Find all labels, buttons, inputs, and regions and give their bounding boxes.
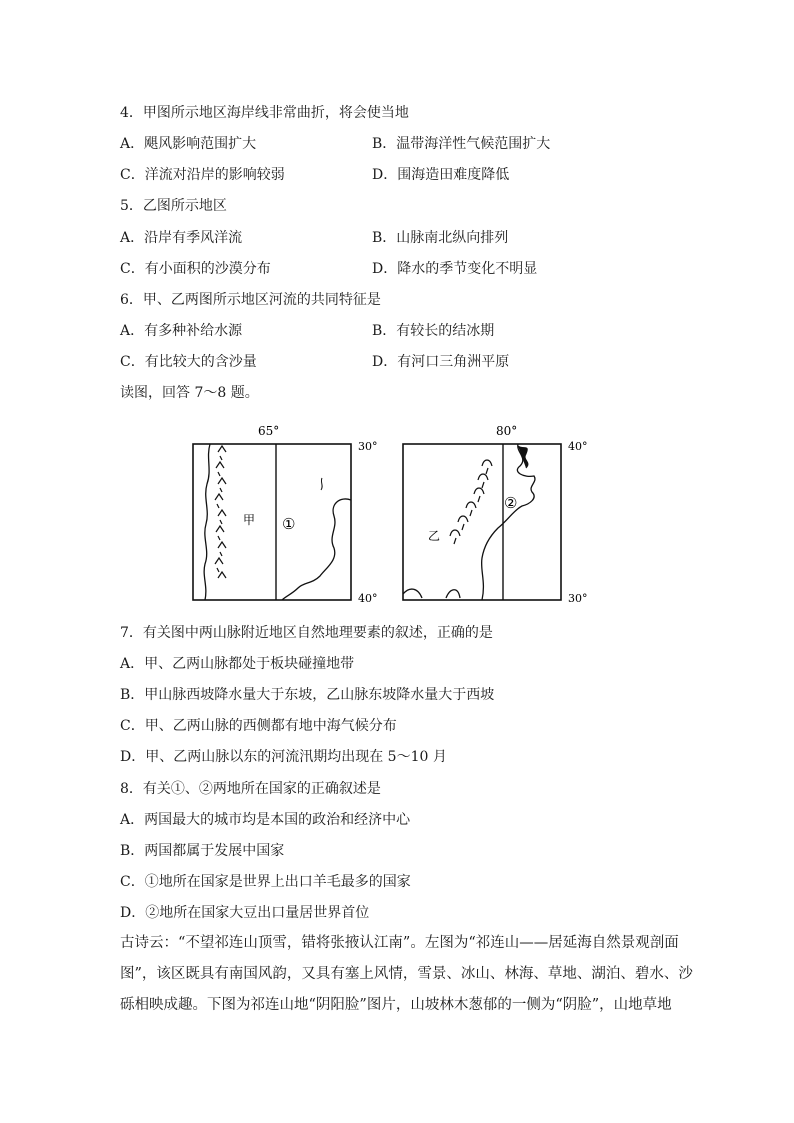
map-left-mountain-chain <box>215 446 226 578</box>
q7-option-c: C．甲、乙两山脉的西侧都有地中海气候分布 <box>120 718 397 734</box>
q6-stem: 6．甲、乙两图所示地区河流的共同特征是 <box>120 292 381 308</box>
map-left-river <box>321 478 322 490</box>
q6-option-c: C．有比较大的含沙量 <box>120 354 257 370</box>
q6-option-d: D．有河口三角洲平原 <box>372 354 510 370</box>
map-right-frame <box>403 444 561 600</box>
q8-option-a: A．两国最大的城市均是本国的政治和经济中心 <box>120 812 411 828</box>
map-right <box>398 418 608 608</box>
q4-option-d: D．围海造田难度降低 <box>372 167 510 183</box>
map-left-mountain-label: 甲 <box>243 513 256 527</box>
q7-option-b: B．甲山脉西坡降水量大于东坡，乙山脉东坡降水量大于西坡 <box>120 687 495 703</box>
map-right-lon-label: 80° <box>496 424 518 438</box>
map-left-lat-top: 30° <box>358 440 378 453</box>
q8-stem: 8．有关①、②两地所在国家的正确叙述是 <box>120 781 381 797</box>
map-left-lat-bottom: 40° <box>358 592 378 605</box>
passage-line-2: 图”，该区既具有南国风韵，又具有塞上风情，雪景、冰山、林海、草地、湖泊、碧水、沙 <box>120 966 693 982</box>
intro-7-8: 读图，回答 7～8 题。 <box>120 385 259 401</box>
q6-option-b: B．有较长的结冰期 <box>372 323 495 339</box>
map-right-mountain-label: 乙 <box>428 529 441 543</box>
q7-stem: 7．有关图中两山脉附近地区自然地理要素的叙述，正确的是 <box>120 625 493 641</box>
q8-option-b: B．两国都属于发展中国家 <box>120 843 285 859</box>
q6-option-a: A．有多种补给水源 <box>120 323 243 339</box>
q5-option-c: C．有小面积的沙漠分布 <box>120 261 271 277</box>
map-right-point-label: ② <box>504 494 518 512</box>
map-right-figure <box>398 418 608 608</box>
q5-stem: 5．乙图所示地区 <box>120 198 227 214</box>
q7-option-d: D．甲、乙两山脉以东的河流汛期均出现在 5～10 月 <box>120 749 447 765</box>
map-left-point-label: ① <box>282 515 296 533</box>
map-right-lat-bottom: 30° <box>568 592 588 605</box>
map-right-south-coast <box>403 589 460 598</box>
q8-option-c: C．①地所在国家是世界上出口羊毛最多的国家 <box>120 874 411 890</box>
map-right-bay <box>518 446 528 468</box>
passage-line-3: 砾相映成趣。下图为祁连山地“阴阳脸”图片，山坡林木葱郁的一侧为“阴脸”，山地草地 <box>120 997 672 1013</box>
q8-option-d: D．②地所在国家大豆出口量居世界首位 <box>120 905 370 921</box>
q5-option-b: B．山脉南北纵向排列 <box>372 230 509 246</box>
q5-option-d: D．降水的季节变化不明显 <box>372 261 538 277</box>
map-left-west-coast <box>204 444 210 600</box>
map-left-lon-label: 65° <box>258 424 280 438</box>
passage <box>120 928 693 1021</box>
map-left <box>188 418 398 608</box>
q4-option-a: A．飓风影响范围扩大 <box>120 136 257 152</box>
passage-line-1: 古诗云：“不望祁连山顶雪，错将张掖认江南”。左图为“祁连山——居延海自然景观剖面 <box>120 935 679 951</box>
q5-option-a: A．沿岸有季风洋流 <box>120 230 243 246</box>
map-right-mountain-chain <box>450 460 492 544</box>
q7-option-a: A．甲、乙两山脉都处于板块碰撞地带 <box>120 656 355 672</box>
q4-option-b: B．温带海洋性气候范围扩大 <box>372 136 551 152</box>
q4-option-c: C．洋流对沿岸的影响较弱 <box>120 167 285 183</box>
map-left-figure <box>188 418 398 608</box>
map-right-lat-top: 40° <box>568 440 588 453</box>
q4-stem: 4．甲图所示地区海岸线非常曲折，将会使当地 <box>120 105 409 121</box>
